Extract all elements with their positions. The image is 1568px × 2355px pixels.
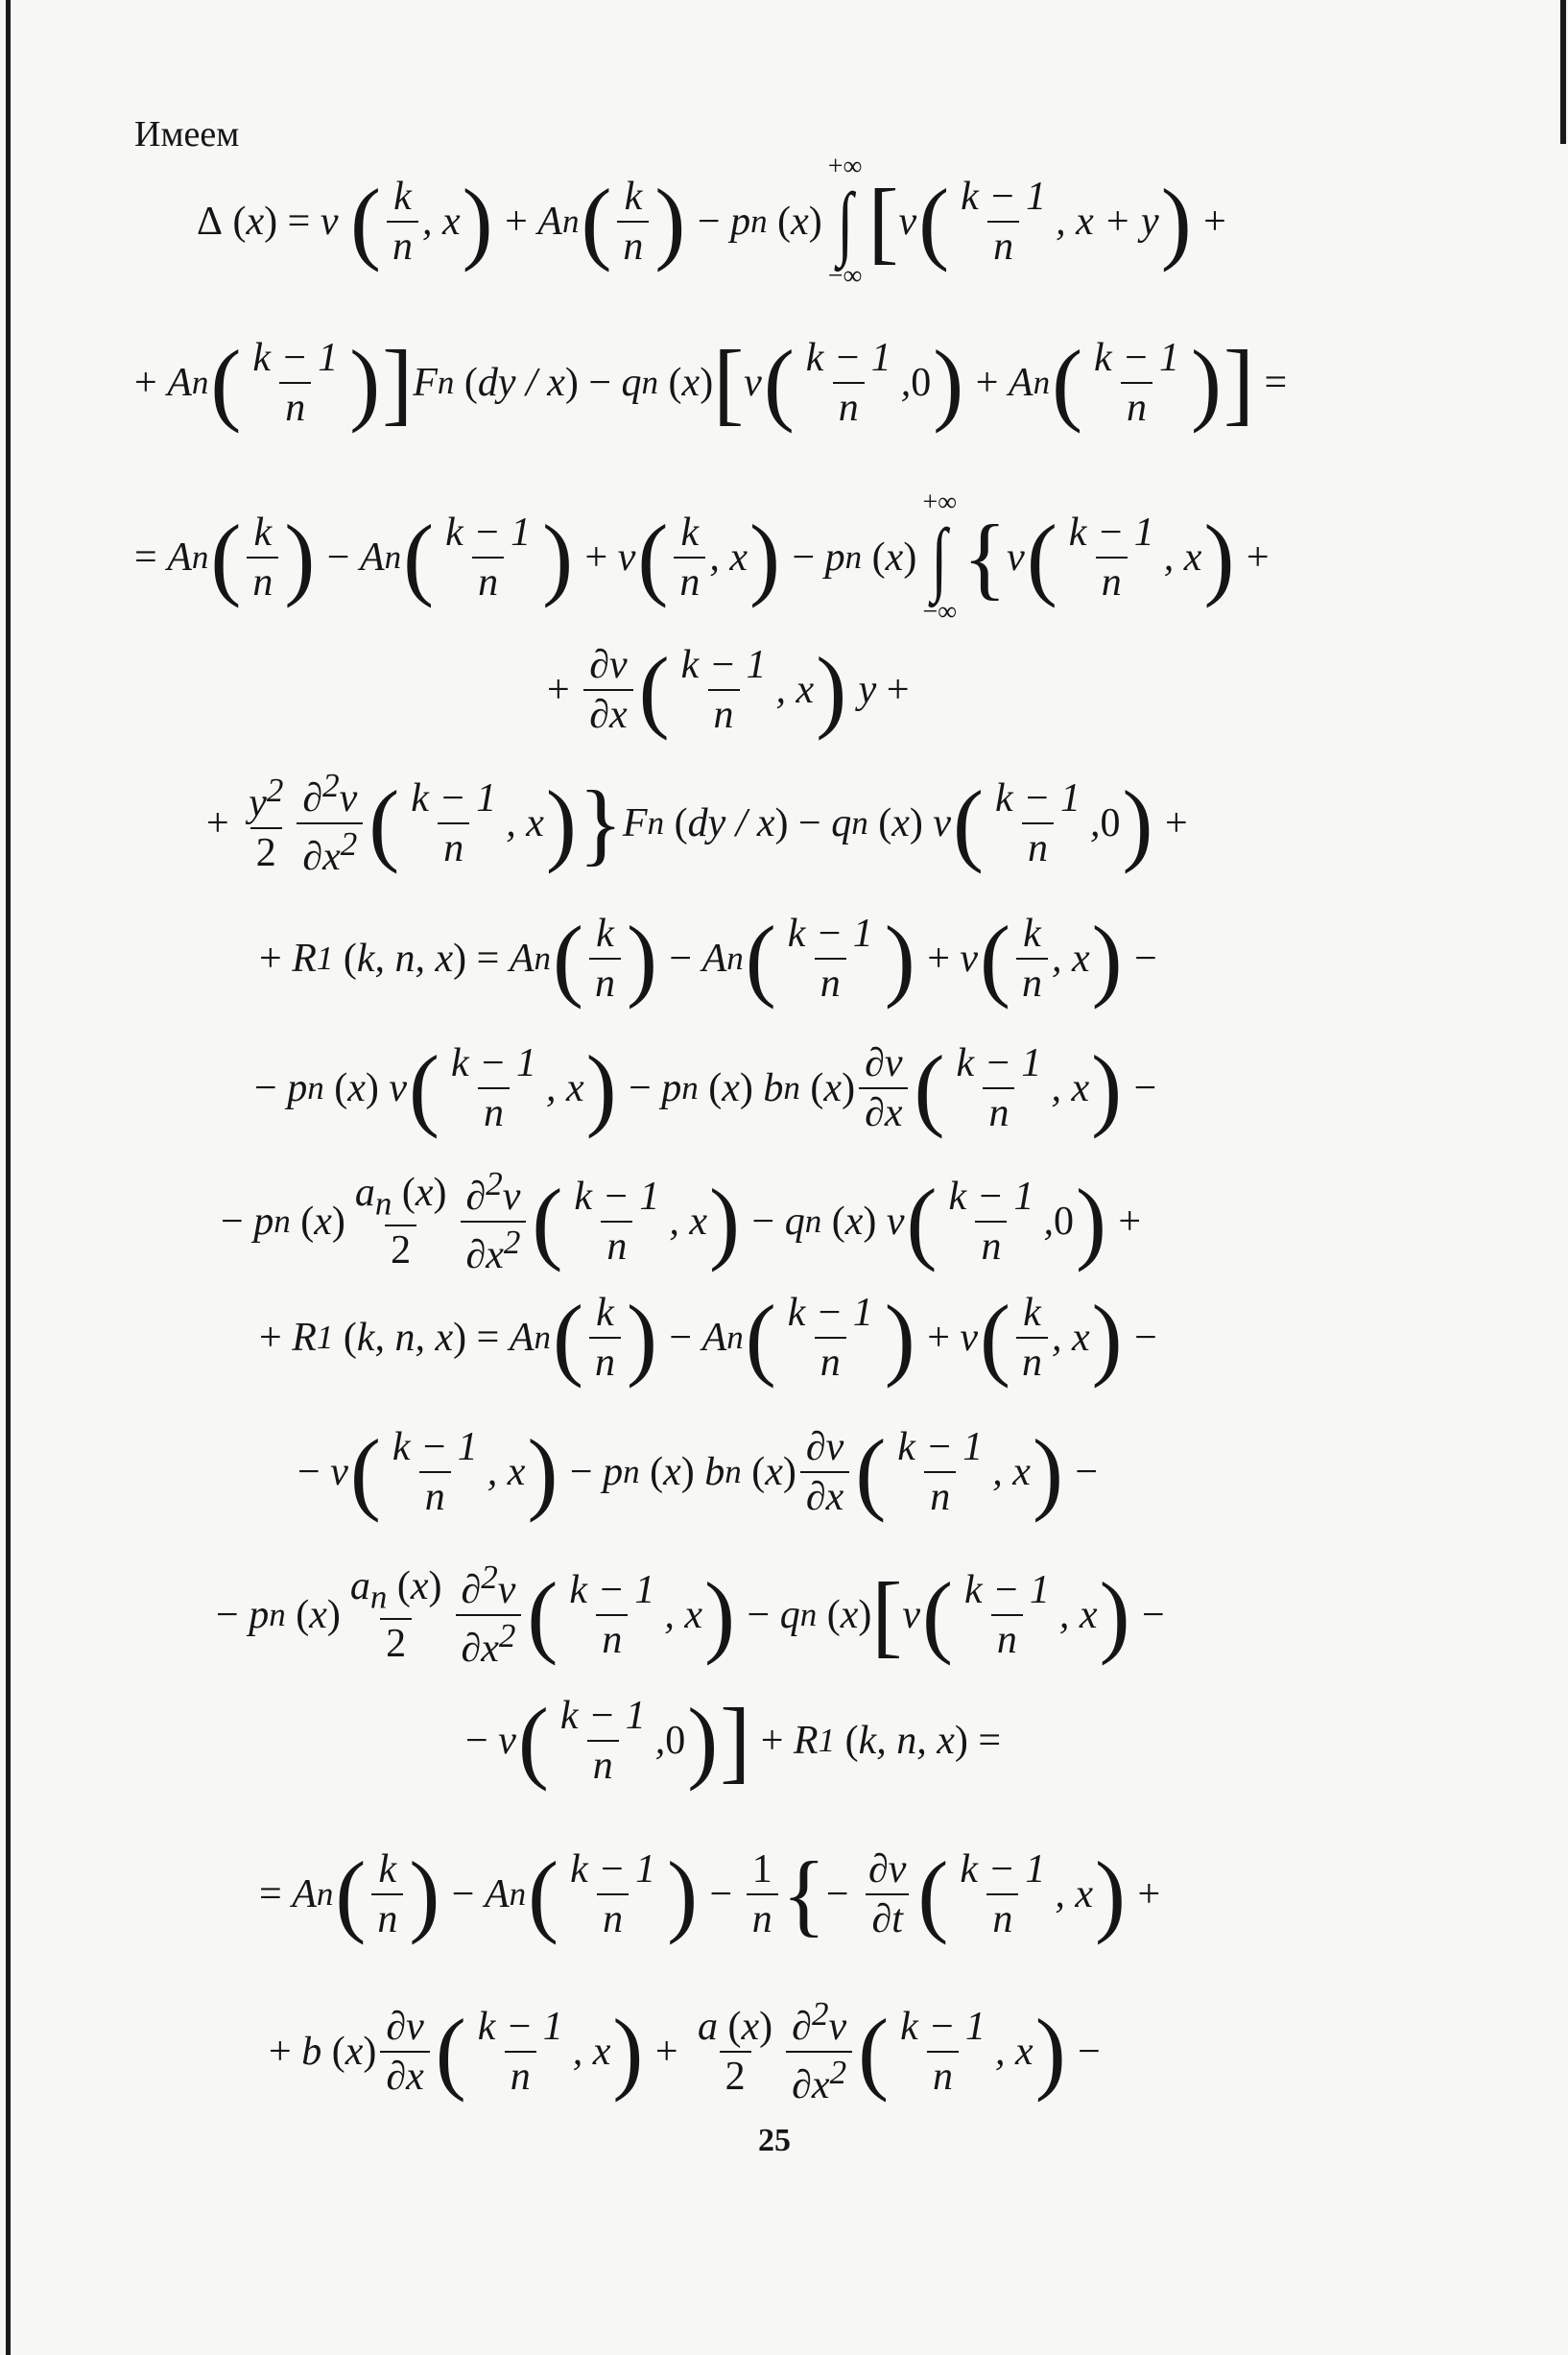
equation-line-9: + R 1 ( k, n, x ) = A n ( $\frac{k}{n}$ ) − A n ( $\frac{k - 1}{n}$ ) + v ( $\frac{k}{n}$ , x ) − <box>259 1286 1157 1390</box>
equation-line-8: − p n ( x ) $\frac{a_n (x)}{2}$ $\frac{\partial^2v}{\partial x^2}$ ( $\frac{k - 1}{n}$ , x ) − q n ( x ) v ( $\frac{k - 1}{n}$ , 0 ) + <box>221 1165 1142 1278</box>
equation-line-5: + $\frac{y^2}{2}$ $\frac{\partial^2v}{\partial x^2}$ ( $\frac{k - 1}{n}$ , x ) } F n ( dy / x ) − q n ( x ) v ( $\frac{k - 1}{n}$ , 0 ) + <box>206 767 1188 880</box>
equation-line-1: Δ ( x ) = v ( $\frac{k}{n}$ , x ) + A n ( $\frac{k}{n}$ ) − p n ( x ) +∞ ∫ −∞ [ v ( $\frac{k - 1}{n}$ , x + y ) + <box>197 152 1226 291</box>
page-edge-shadow-left <box>6 0 11 2355</box>
equation-line-10: − v ( $\frac{k - 1}{n}$ , x ) − p n ( x ) b n ( x ) $\frac{\partial v}{\partial x}$ ( $\frac{k - 1}{n}$ , x ) − <box>297 1420 1099 1524</box>
equation-line-11: − p n ( x ) $\frac{a_n (x)}{2}$ $\frac{\partial^2v}{\partial x^2}$ ( $\frac{k - 1}{n}$ , x ) − q n ( x ) [ v ( $\frac{k - 1}{n}$ , x ) − <box>216 1558 1165 1672</box>
equation-line-3: = A n ( $\frac{k}{n}$ ) − A n ( $\frac{k - 1}{n}$ ) + v ( $\frac{k}{n}$ , x ) − p n ( x ) +∞ ∫ −∞ { v ( $\frac{k - 1}{n}$ , x ) + <box>134 488 1270 627</box>
equation-line-13: = A n ( $\frac{k}{n}$ ) − A n ( $\frac{k - 1}{n}$ ) − $\frac{1}{n}$ { − $\frac{\partial v}{\partial t}$ ( $\frac{k - 1}{n}$ , x ) + <box>259 1843 1161 1946</box>
equation-line-4: + $\frac{\partial v}{\partial x}$ ( $\frac{k - 1}{n}$ , x ) y + <box>547 638 910 742</box>
equation-line-12: − v ( $\frac{k - 1}{n}$ , 0 ) ] + R 1 ( k, n, x ) = <box>465 1689 1002 1793</box>
equation-line-6: + R 1 ( k, n, x ) = A n ( $\frac{k}{n}$ ) − A n ( $\frac{k - 1}{n}$ ) + v ( $\frac{k}{n}$ , x ) − <box>259 907 1157 1011</box>
equation-line-7: − p n ( x ) v ( $\frac{k - 1}{n}$ , x ) − p n ( x ) b n ( x ) $\frac{\partial v}{\partial x}$ ( $\frac{k - 1}{n}$ , x ) − <box>254 1036 1157 1140</box>
page-edge-shadow-right <box>1560 0 1566 144</box>
page-number: 25 <box>758 2123 791 2158</box>
intro-text: Имеем <box>134 114 240 155</box>
equation-line-2: + A n ( $\frac{k - 1}{n}$ ) ] F n ( dy / x ) − q n ( x ) [ v ( $\frac{k - 1}{n}$ , 0 ) + A n ( $\frac{k - 1}{n}$ ) ] = <box>134 331 1288 435</box>
equation-line-14: + b ( x ) $\frac{\partial v}{\partial x}$ ( $\frac{k - 1}{n}$ , x ) + $\frac{a (x)}{2}$ $\frac{\partial^2v}{\partial x^2}$ ( $\frac{k - 1}{n}$ , x ) − <box>269 1995 1101 2108</box>
